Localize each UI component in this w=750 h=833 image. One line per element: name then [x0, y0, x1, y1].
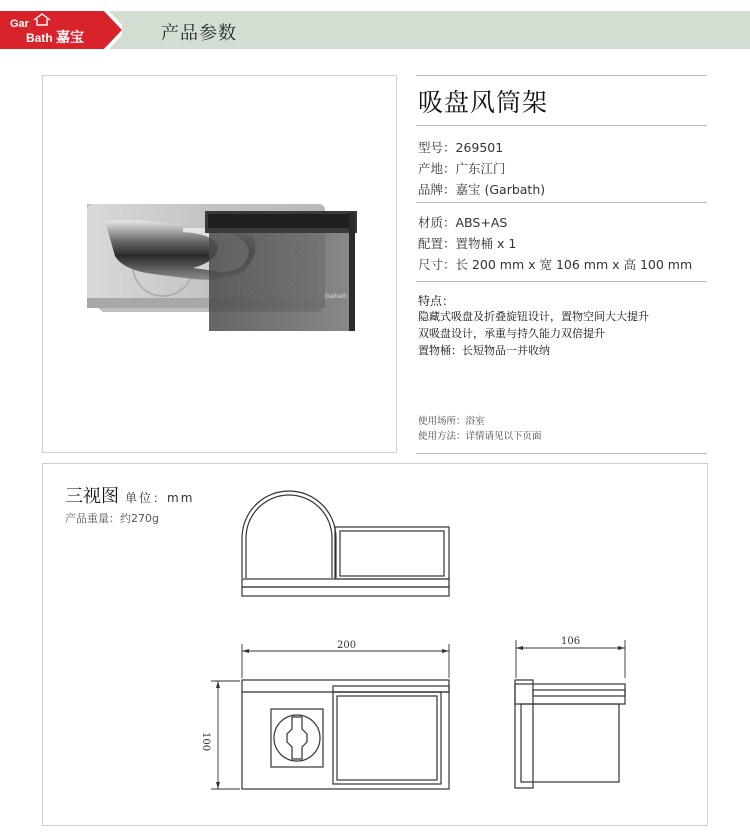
- technical-drawing: [43, 464, 707, 825]
- logo-text-cn: 嘉宝: [56, 30, 84, 46]
- front-view: [242, 680, 449, 789]
- logo-text-gar: Gar: [10, 18, 29, 30]
- divider: [416, 125, 707, 126]
- size-text: 尺寸：长 200 mm x 宽 106 mm x 高 100 mm: [418, 257, 693, 272]
- usage-place-text: 使用场所：浴室: [418, 416, 485, 427]
- model-text: 型号：269501: [418, 140, 504, 155]
- divider: [416, 453, 707, 454]
- features-title: 特点：: [418, 294, 455, 308]
- material-text: 材质：ABS+AS: [418, 215, 508, 230]
- divider: [416, 202, 707, 203]
- origin-text: 产地：广东江门: [418, 161, 506, 176]
- weight-text: 产品重量：约270g: [65, 512, 159, 525]
- views-unit: 单位：mm: [125, 491, 195, 505]
- product-photo: [42, 75, 397, 453]
- dim-width-label: 106: [561, 636, 581, 647]
- feature-item: 置物桶：长短物品一并收纳: [418, 344, 550, 357]
- config-text: 配置：置物桶 x 1: [418, 236, 517, 251]
- brand-text: 品牌：嘉宝 (Garbath): [418, 182, 546, 197]
- dim-length-label: 200: [337, 640, 357, 651]
- logo-text-bath: Bath: [26, 31, 53, 45]
- product-photo-illustration: [43, 76, 396, 452]
- divider: [416, 75, 707, 76]
- feature-item: 隐藏式吸盘及折叠旋钮设计，置物空间大大提升: [418, 310, 649, 323]
- storage-cup: [209, 233, 351, 331]
- photo-brand-label: Garbath: [325, 294, 347, 300]
- brand-logo: [0, 11, 122, 49]
- page-title: 产品参数: [161, 23, 237, 44]
- divider: [416, 281, 707, 282]
- views-title: 三视图 单位：mm: [65, 486, 195, 507]
- dim-height-label: 100: [200, 732, 211, 752]
- product-name: 吸盘风筒架: [418, 88, 549, 117]
- usage-method-text: 使用方法：详情请见以下页面: [418, 431, 542, 442]
- feature-item: 双吸盘设计，承重与持久能力双倍提升: [418, 327, 605, 340]
- side-view: [515, 680, 625, 788]
- three-views-panel: [42, 463, 708, 826]
- top-view: [242, 491, 449, 596]
